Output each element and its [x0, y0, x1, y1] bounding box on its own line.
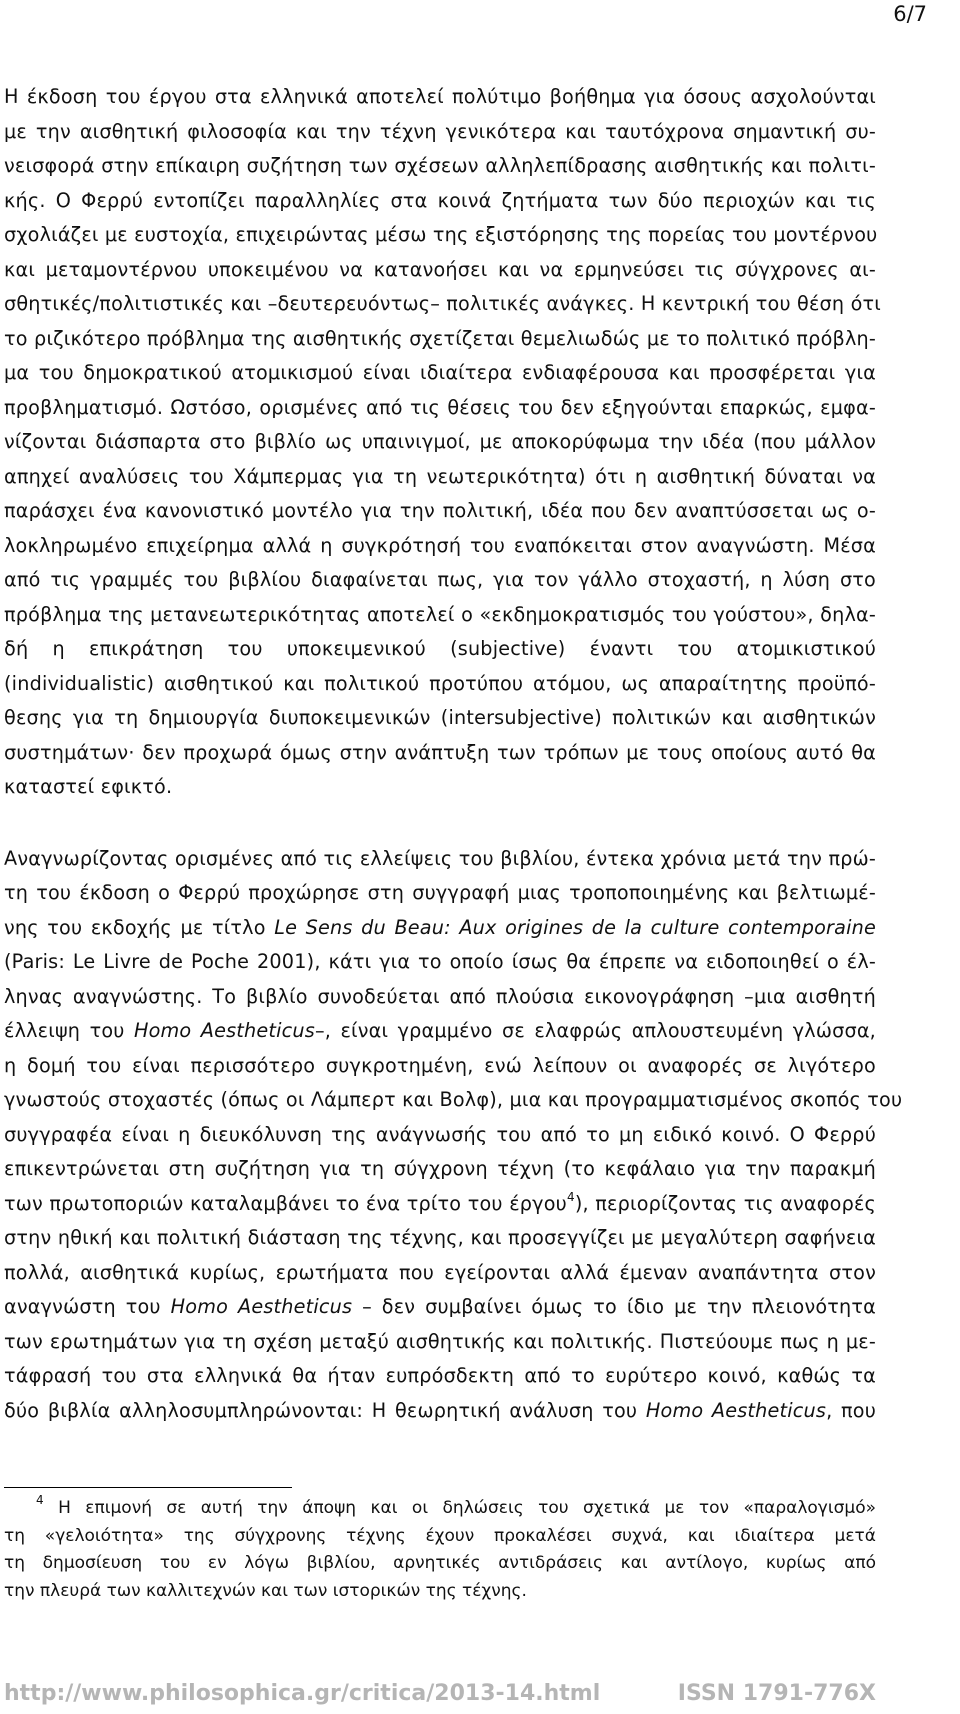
text-line — [4, 1290, 876, 1325]
text-line: ληνας αναγνώστης. Το βιβλίο συνοδεύεται από πλούσια εικονογράφηση –μια αισθητή — [4, 984, 876, 1008]
text-line: πρόβλημα της μετανεωτερικότητας αποτελεί ο «εκδημοκρατισμός του γούστου», δηλα- — [4, 602, 876, 626]
text-segment: έλλειψη του — [4, 1019, 134, 1042]
footnote-line: τη «γελοιότητα» της σύγχρονης τέχνης έχουν προκαλέσει συχνά, και ιδιαίτερα μετά — [4, 1525, 876, 1546]
text-line: καταστεί εφικτό. — [4, 775, 173, 798]
footnote — [0, 1495, 960, 1605]
paragraph-spacer — [0, 805, 960, 842]
text-line — [4, 911, 876, 946]
text-segment: Η επιμονή σε αυτή την άποψη και οι δηλώσεις του σχετικά με τον «παραλογισμό» — [43, 1498, 876, 1518]
footer-issn: ISSN 1791-776X — [677, 1681, 876, 1706]
text-segment: ), περιορίζοντας τις αναφορές — [574, 1191, 876, 1215]
text-line: θεσης για τη δημιουργία διυποκειμενικών (intersubjective) πολιτικών και αισθητικών — [4, 706, 876, 729]
footnote-reference[interactable]: 4 — [566, 1189, 575, 1204]
book-title: Homo Aestheticus — [170, 1295, 353, 1318]
paragraph-2 — [0, 842, 960, 1429]
text-line: σχολιάζει με ευστοχία, επιχειρώντας μέσω της εξιστόρησης της πορείας του μοντέρνου — [4, 223, 878, 246]
article-body — [0, 80, 960, 1428]
text-line: (Paris: Le Livre de Poche 2001), κάτι για το οποίο ίσως θα έπρεπε να ειδοποιηθεί ο έλ- — [4, 950, 876, 973]
footnote-line — [4, 1495, 876, 1523]
text-line: στην ηθική και πολιτική διάσταση της τέχνης, και προσεγγίζει με μεγαλύτερη σαφήνεια — [4, 1226, 876, 1249]
text-segment: δύο βιβλία αλληλοσυμπληρώνονται: Η θεωρητική ανάλυση του — [4, 1398, 646, 1422]
footnote-line: την πλευρά των καλλιτεχνών και των ιστορικών της τέχνης. — [4, 1580, 527, 1601]
text-line: η δομή του είναι περισσότερο συγκροτημένη, ενώ λείπουν οι αναφορές σε λιγότερο — [4, 1053, 876, 1077]
text-line: το ριζικότερο πρόβλημα της αισθητικής σχετίζεται θεμελιωδώς με το πολιτικό πρόβλη- — [4, 326, 876, 350]
text-line: Αναγνωρίζοντας ορισμένες από τις ελλείψεις του βιβλίου, έντεκα χρόνια μετά την πρώ- — [4, 846, 876, 870]
text-line — [4, 1187, 876, 1222]
page-number: 6/7 — [893, 2, 927, 26]
text-line: λοκληρωμένο επιχείρημα αλλά η συγκρότησή του εναπόκειται στον αναγνώστη. Μέσα — [4, 533, 876, 557]
footnote-line: τη δημοσίευση του εν λόγω βιβλίου, αρνητικές αντιδράσεις και αντίλογο, κυρίως από — [4, 1553, 876, 1573]
text-line: (individualistic) αισθητικού και πολιτικού προτύπου ατόμου, ως απαραίτητης προϋπό- — [4, 671, 876, 695]
text-line: νίζονται διάσπαρτα στο βιβλίο ως υπαινιγμοί, με αποκορύφωμα την ιδέα (που μάλλον — [4, 430, 876, 453]
text-line: τάφρασή του στα ελληνικά θα ήταν ευπρόσδεκτη από το ευρύτερο κοινό, καθώς τα — [4, 1364, 876, 1387]
text-line: προβληματισμό. Ωστόσο, ορισμένες από τις θέσεις του δεν εξηγούνται επαρκώς, εμφα- — [4, 395, 876, 419]
text-line: επικεντρώνεται στη συζήτηση για τη σύγχρονη τέχνη (το κεφάλαιο για την παρακμή — [4, 1157, 876, 1180]
text-line: πολλά, αισθητικά κυρίως, ερωτήματα που εγείρονται αλλά έμεναν αναπάντητα στον — [4, 1260, 876, 1284]
text-line: συγγραφέα είναι η διευκόλυνση της ανάγνωσής του από το μη ειδικό κοινό. Ο Φερρύ — [4, 1122, 876, 1146]
text-line: δή η επικράτηση του υποκειμενικού (subjective) έναντι του ατομικιστικού — [4, 637, 876, 660]
text-line: κής. Ο Φερρύ εντοπίζει παραλληλίες στα κοινά ζητήματα των δύο περιοχών και τις — [4, 188, 876, 212]
text-line: από τις γραμμές του βιβλίου διαφαίνεται πως, για τον γάλλο στοχαστή, η λύση στο — [4, 568, 876, 591]
footnote-divider — [4, 1487, 292, 1488]
text-line: και μεταμοντέρνου υποκειμένου να κατανοήσει και να ερμηνεύσει τις σύγχρονες αι- — [4, 257, 876, 281]
text-segment: των πρωτοποριών καταλαμβάνει το ένα τρίτο του έργου — [4, 1191, 567, 1215]
footnote-number: 4 — [36, 1493, 44, 1507]
footer-url-link[interactable]: http://www.philosophica.gr/critica/2013-14.html — [4, 1681, 601, 1706]
book-title: Homo Aestheticus — [133, 1019, 315, 1042]
paragraph-1 — [0, 80, 960, 805]
text-segment: νης του εκδοχής με τίτλο — [4, 915, 275, 939]
text-line: συστημάτων· δεν προχωρά όμως στην ανάπτυξη των τρόπων με τους οποίους αυτό θα — [4, 740, 876, 764]
text-segment: , που — [826, 1398, 877, 1422]
text-line: γνωστούς στοχαστές (όπως οι Λάμπερτ και Βολφ), μια και προγραμματισμένος σκοπός του — [4, 1088, 903, 1111]
text-line: παράσχει ένα κανονιστικό μοντέλο για την πολιτική, ιδέα που δεν αναπτύσσεται ως ο- — [4, 499, 876, 522]
text-line — [4, 1394, 876, 1429]
text-line: απηχεί αναλύσεις του Χάμπερμας για τη νεωτερικότητα) ότι η αισθητική δύναται να — [4, 464, 876, 488]
text-segment: –, είναι γραμμένο σε ελαφρώς απλουστευμένη γλώσσα, — [314, 1019, 876, 1042]
text-line: των ερωτημάτων για τη σχέση μεταξύ αισθητικής και πολιτικής. Πιστεύουμε πως η με- — [4, 1329, 876, 1353]
text-line: τη του έκδοση ο Φερρύ προχώρησε στη συγγραφή μιας τροποποιημένης και βελτιωμέ- — [4, 881, 876, 904]
text-line: με την αισθητική φιλοσοφία και την τέχνη γενικότερα και ταυτόχρονα σημαντική συ- — [4, 119, 876, 143]
text-segment: – δεν συμβαίνει όμως το ίδιο με την πλειονότητα — [352, 1295, 877, 1318]
text-line: Η έκδοση του έργου στα ελληνικά αποτελεί πολύτιμο βοήθημα για όσους ασχολούνται — [4, 85, 876, 108]
book-title: Homo Aestheticus — [645, 1398, 827, 1422]
page-footer — [4, 1681, 876, 1706]
text-line: μα του δημοκρατικού ατομικισμού είναι ιδιαίτερα ενδιαφέρουσα και προσφέρεται για — [4, 361, 876, 384]
book-title: Le Sens du Beau: Aux origines de la culture contemporaine — [274, 915, 876, 939]
text-segment: αναγνώστη του — [4, 1295, 171, 1318]
text-line — [4, 1014, 876, 1049]
text-line: σθητικές/πολιτιστικές και –δευτερευόντως– πολιτικές ανάγκες. Η κεντρική του θέση ότι — [4, 292, 881, 315]
text-line: νεισφορά στην επίκαιρη συζήτηση των σχέσεων αλληλεπίδρασης αισθητικής και πολιτι- — [4, 154, 876, 177]
